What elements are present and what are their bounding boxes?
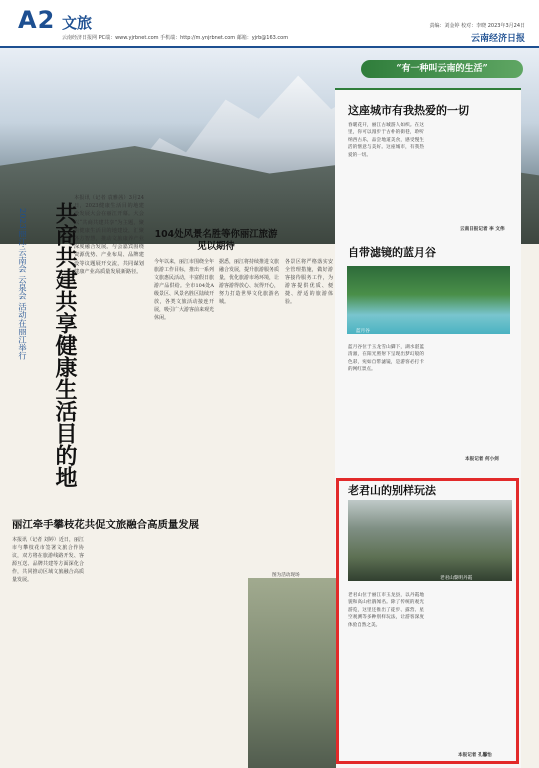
mountain-photo (348, 500, 512, 581)
story2-title: 自带滤镜的蓝月谷 (348, 246, 436, 259)
page-header (0, 0, 539, 48)
story1-title: 这座城市有我热爱的一切 (348, 104, 469, 117)
story1-byline: 云南日报记者 李 文伟 (460, 227, 505, 232)
story3-body: 老君山位于丽江市玉龙县，以丹霞地貌和高山杜鹃闻名。除了传统的观光游览，这里还推出了徒步、露营、星空观测等多种别样玩法，让游客深度体验自然之美。 (348, 593, 424, 628)
section-name: 文旅 (62, 14, 93, 32)
editor-line: 责编：刘金婷 校对：李晓 2023年3月24日 (429, 23, 525, 29)
paper-name: 云南经济日报 (470, 34, 525, 44)
bottom-photo (248, 578, 336, 768)
section-code: A2 (18, 6, 56, 34)
lake-caption: 蓝月谷 (356, 329, 370, 334)
slogan-text: “有一种叫云南的生活” (396, 64, 488, 74)
story1-body-col2 (430, 122, 512, 242)
story3-body-col2 (430, 592, 512, 752)
bottom-photo-caption: 图为活动现场 (272, 573, 300, 578)
main-subhead: 2023丽江·云南会 云泉会 活动在丽江举行 (18, 208, 28, 360)
story2-body-col2 (430, 344, 512, 464)
bottom-col-2 (90, 536, 162, 762)
story2-body: 蓝月谷位于玉龙雪山脚下，湖水湛蓝清澈，在阳光照射下呈现出梦幻般的色彩，宛如自带滤镜，是游客必打卡的网红景点。 (348, 345, 424, 373)
sub-col-1: 今年以来，丽江市围绕全年旅游工作目标，推出一系列文旅惠民活动，丰富假日旅游产品供给。全市104处A级景区、风景名胜区陆续开放，各类文旅活动接连开展，吸引广大游客前来观光休闲。 (154, 259, 214, 321)
sub-headline: 104处风景名胜等你丽江旅游见以期待 (154, 229, 278, 252)
story1-body: 春暖花开，丽江古城游人如织。在这里，你可以漫步于古朴的街巷，聆听纳西古乐，品尝地道美食，感受慢生活的惬意与美好。这座城市，有我热爱的一切。 (348, 123, 424, 158)
story2-byline: 本报记者 何小剑 (465, 457, 499, 462)
main-headline: 共商共建共享健康生活目的地 (52, 202, 78, 488)
bottom-col-1: 本报讯（记者 刘婷）近日，丽江市与攀枝花市签署文旅合作协议，双方将在旅游线路开发、客源互送、品牌共建等方面深化合作，共同推动区域文旅融合高质量发展。 (12, 537, 84, 583)
sub-col-3: 各景区将严格落实安全管理措施，做好游客接待服务工作，为游客提供优质、便捷、舒适的旅游体验。 (285, 259, 333, 305)
main-intro: 本报讯（记者 袁雅茜）3月24日，2023健康生活目的地建设发展大会在丽江开幕。大会以“共商共建共享”为主题，聚焦健康生活目的地建设，汇聚各方智慧，推动文旅康养产业深度融合发展。与会嘉宾围绕资源优势、产业布局、品牌建设等议题展开交流，共同谋划健康产业高质量发展新路径。 (74, 195, 144, 275)
mountain-caption: 老君山黎明丹霞 (440, 576, 473, 581)
story3-byline: 本报记者 孔馨怡 (458, 753, 492, 758)
bottom-col-3 (168, 536, 240, 762)
header-meta: 云南经济日报网 PC端：www.yjrbnet.com 手机端：http://m.ynjrbnet.com 邮箱：yjrb@163.com (62, 35, 289, 41)
sub-col-2: 据悉，丽江将持续推进文旅融合发展，提升旅游服务质量，优化旅游市场环境，让游客游得放心、玩得开心，努力打造世界文化旅游名城。 (219, 259, 279, 305)
bottom-headline: 丽江牵手攀枝花共促文旅融合高质量发展 (12, 519, 200, 531)
lake-photo (347, 266, 510, 334)
story3-title: 老君山的别样玩法 (348, 484, 436, 497)
